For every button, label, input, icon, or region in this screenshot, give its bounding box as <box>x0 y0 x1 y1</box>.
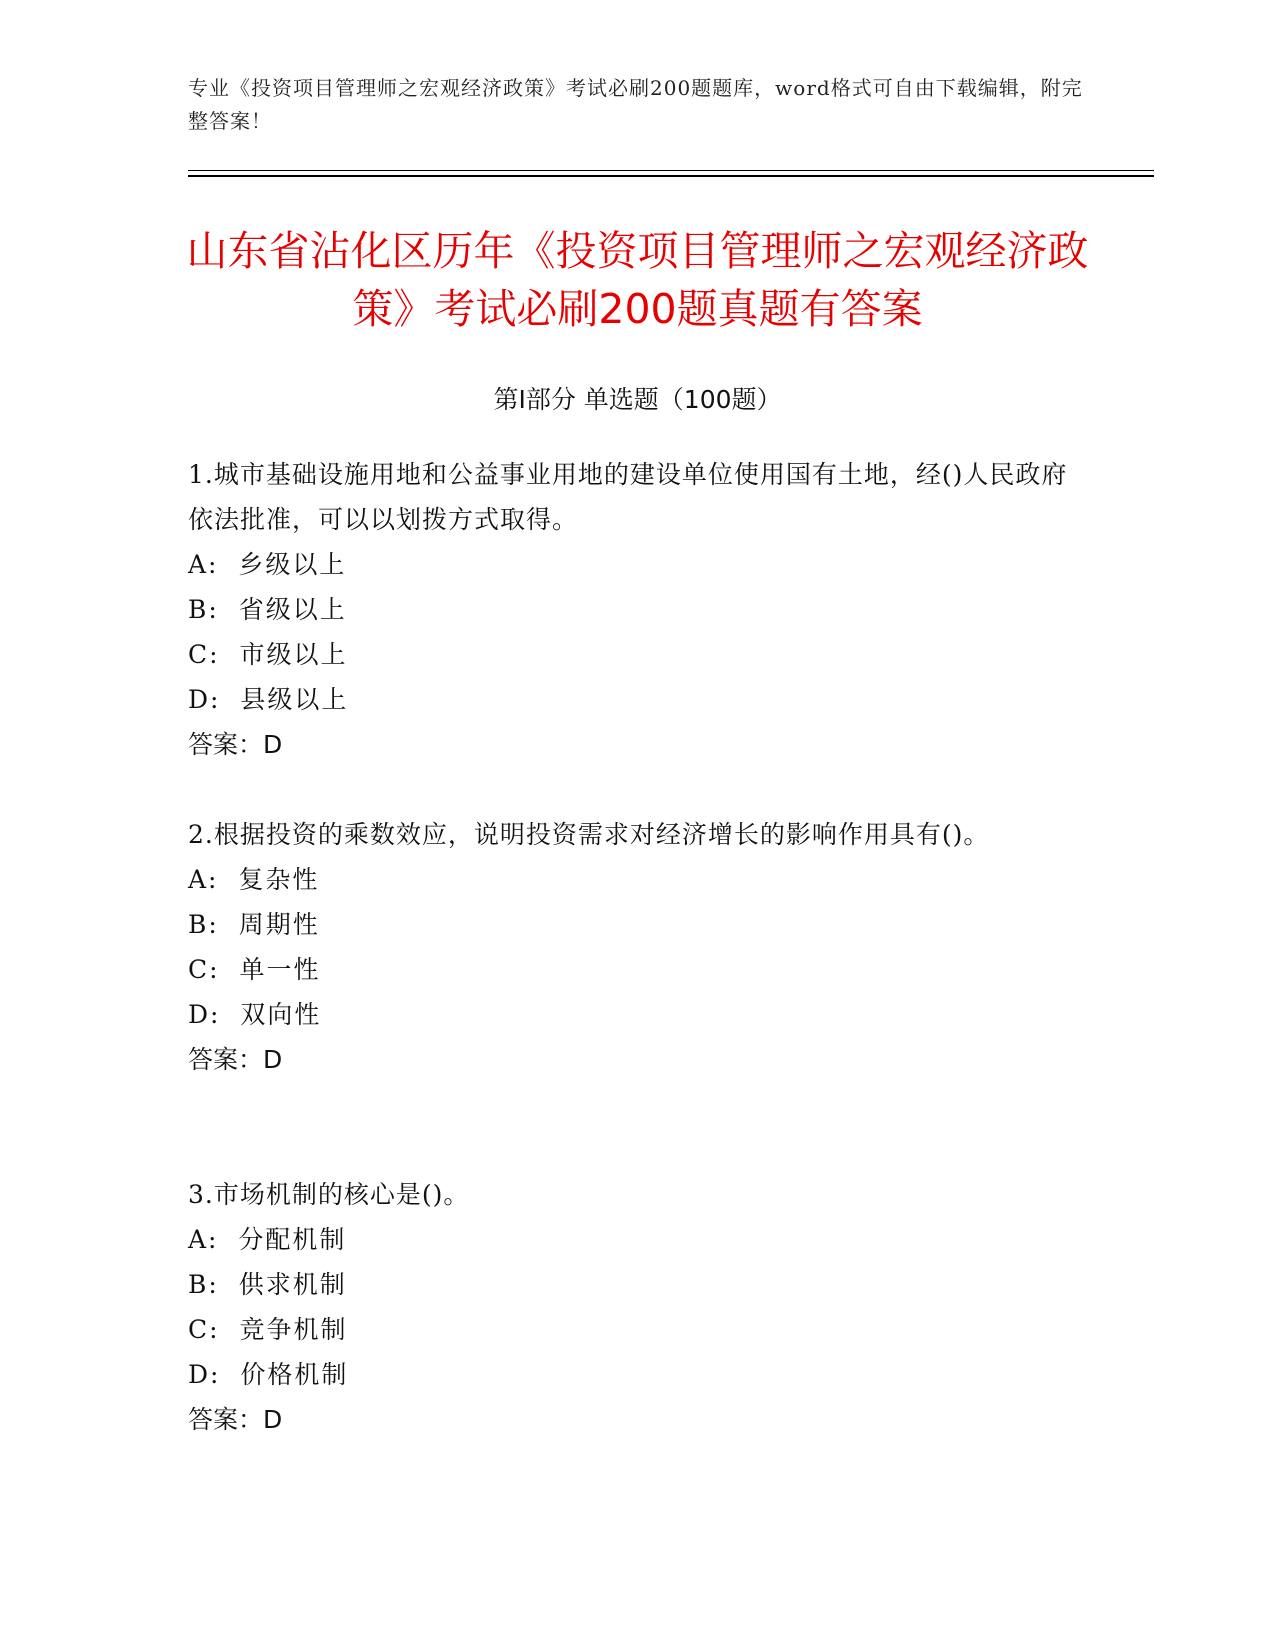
option-b: B: 省级以上 <box>188 595 347 624</box>
question-stem: 1.城市基础设施用地和公益事业用地的建设单位使用国有土地，经()人民政府依法批准，可以以划拨方式取得。 <box>188 460 1068 534</box>
header-rule-thick <box>188 175 1154 177</box>
question-2 <box>188 812 1068 1082</box>
option-d: D: 双向性 <box>188 1000 322 1029</box>
header-rule-thin <box>188 170 1154 171</box>
option-b: B: 周期性 <box>188 910 320 939</box>
header-note: 专业《投资项目管理师之宏观经济政策》考试必刷200题题库，word格式可自由下载编辑，附完整答案！ <box>188 76 1083 133</box>
option-a: A: 复杂性 <box>188 865 320 894</box>
answer: 答案：D <box>188 1405 283 1434</box>
option-c: C: 竞争机制 <box>188 1315 348 1344</box>
question-3 <box>188 1172 1068 1442</box>
question-1 <box>188 452 1068 767</box>
document-title: 山东省沾化区历年《投资项目管理师之宏观经济政策》考试必刷200题真题有答案 <box>186 227 1089 333</box>
option-b: B: 供求机制 <box>188 1270 347 1299</box>
question-stem: 3.市场机制的核心是()。 <box>188 1180 470 1209</box>
option-a: A: 分配机制 <box>188 1225 347 1254</box>
option-d: D: 价格机制 <box>188 1360 349 1389</box>
option-c: C: 市级以上 <box>188 640 348 669</box>
section-heading: 第I部分 单选题（100题） <box>493 385 782 414</box>
option-c: C: 单一性 <box>188 955 321 984</box>
answer: 答案：D <box>188 730 283 759</box>
answer: 答案：D <box>188 1045 283 1074</box>
option-d: D: 县级以上 <box>188 685 349 714</box>
option-a: A: 乡级以上 <box>188 550 347 579</box>
question-stem: 2.根据投资的乘数效应，说明投资需求对经济增长的影响作用具有()。 <box>188 820 990 849</box>
